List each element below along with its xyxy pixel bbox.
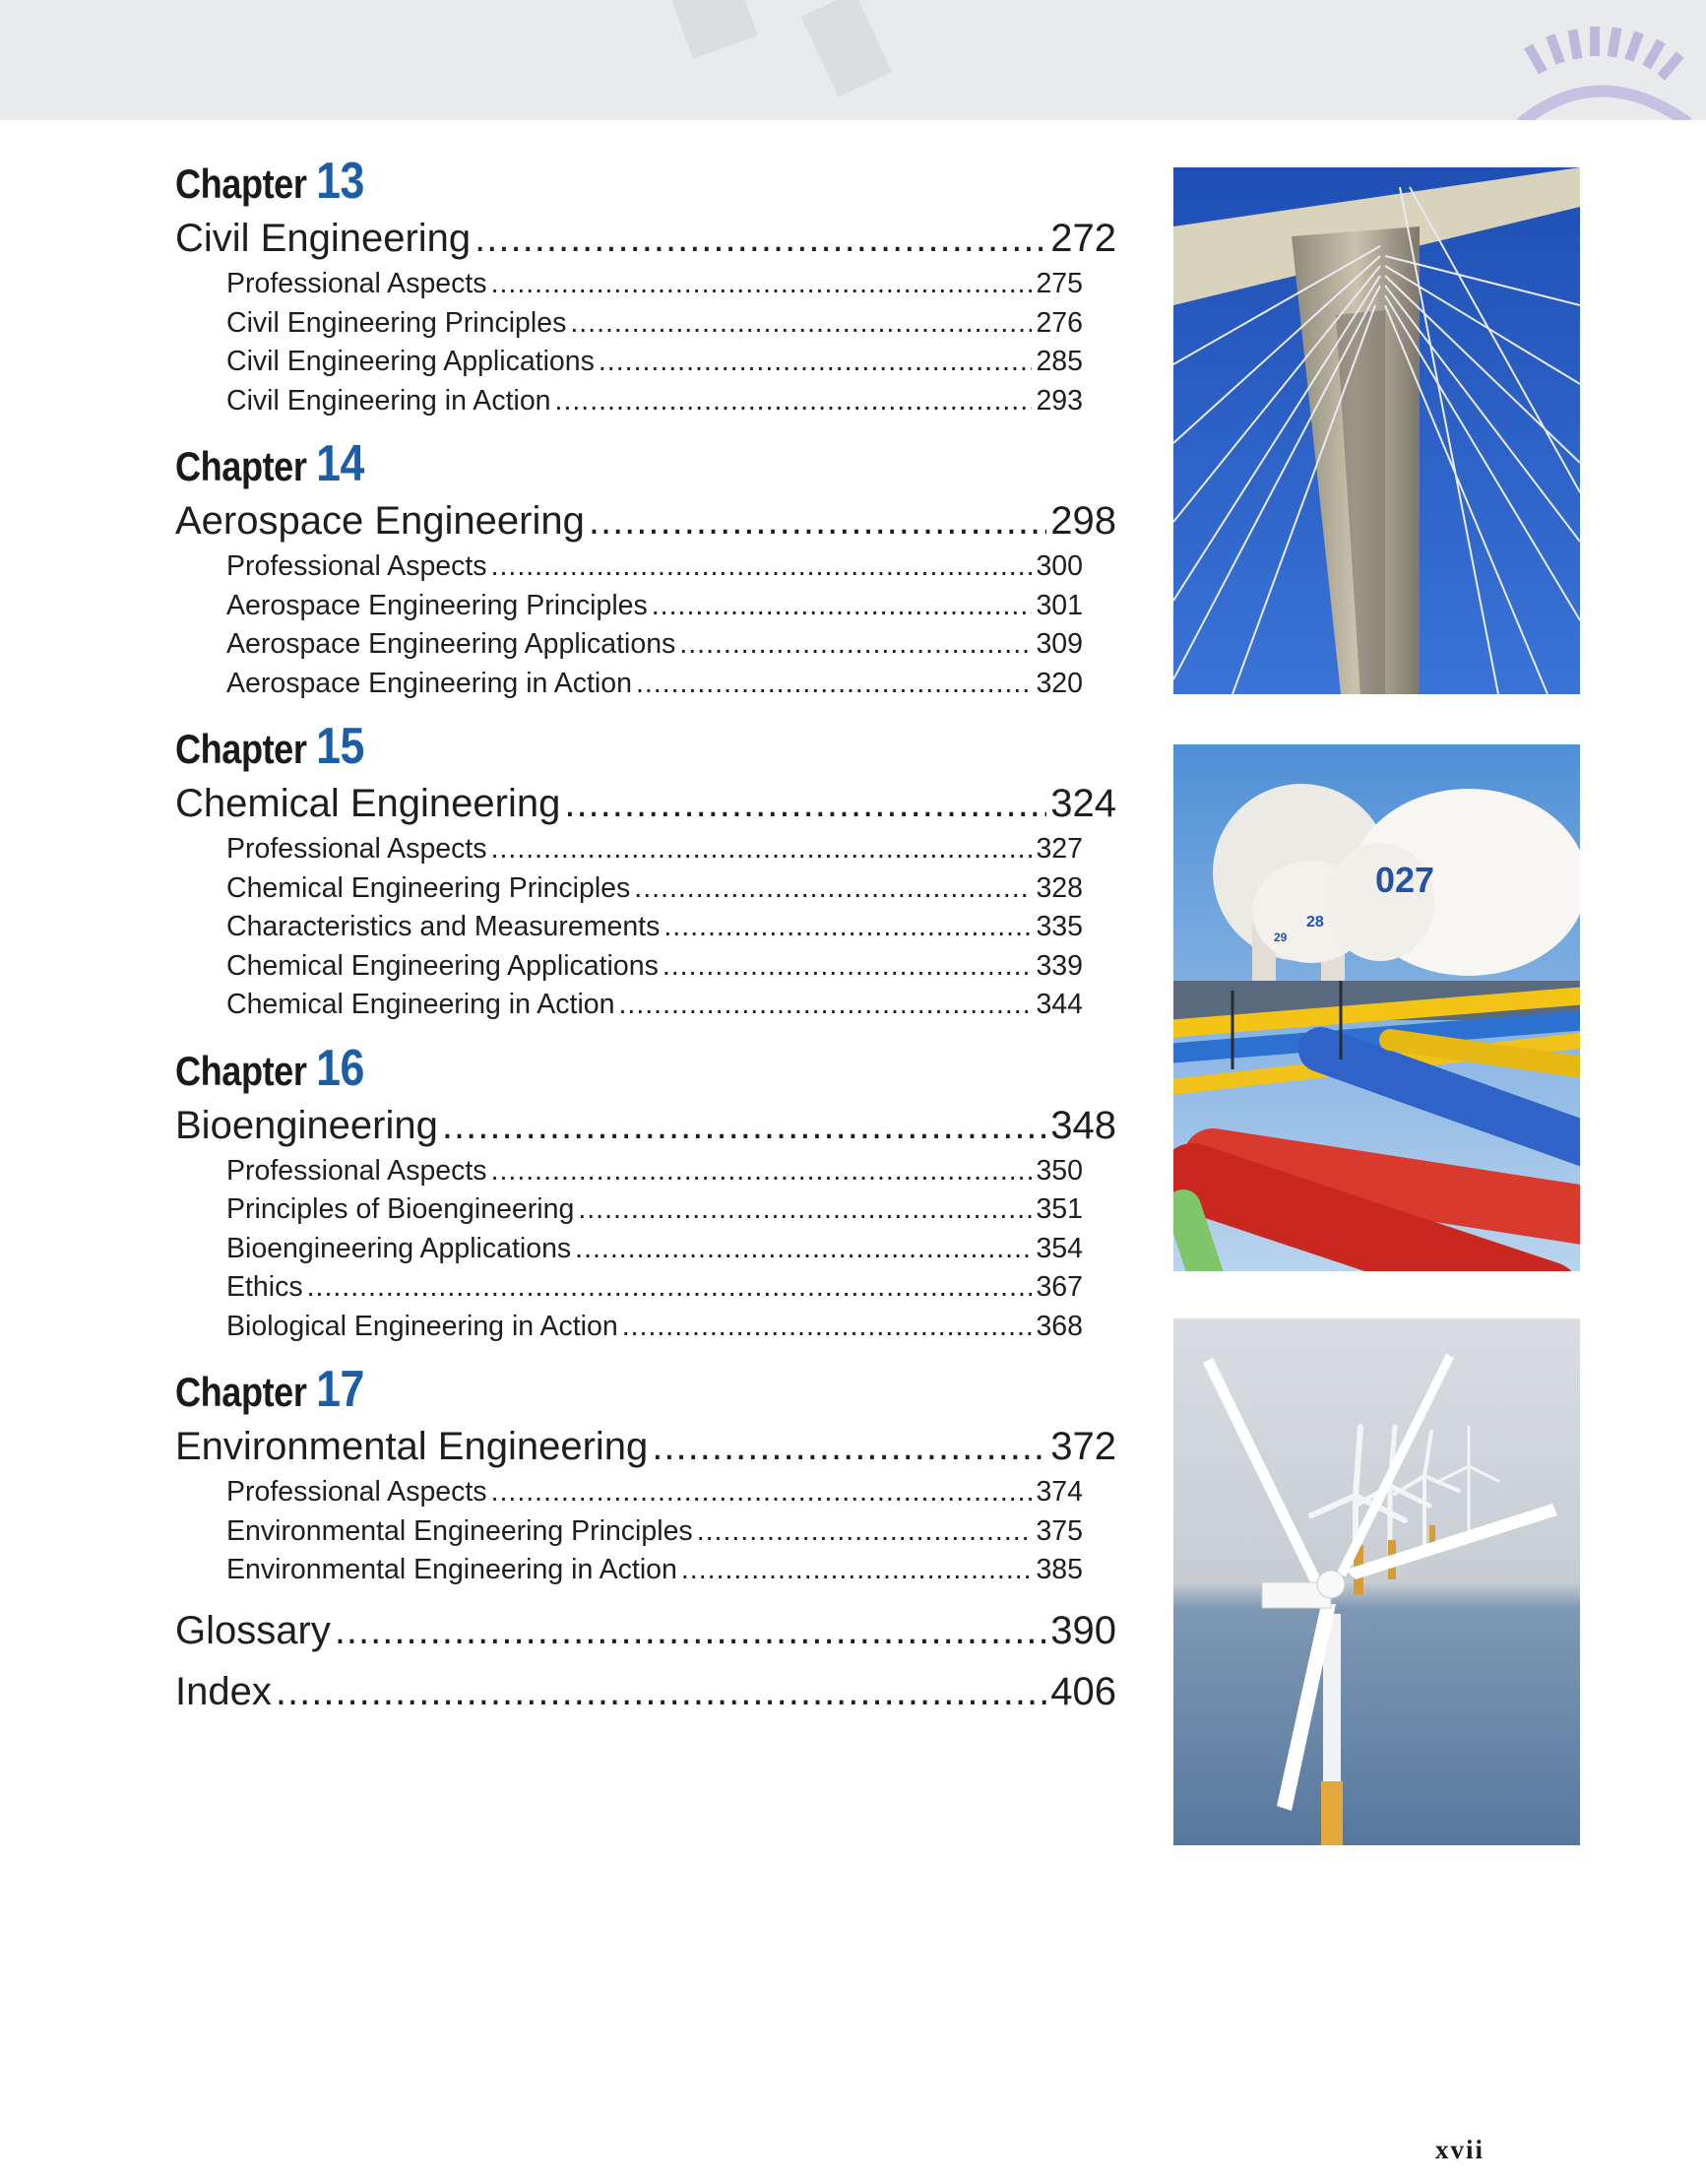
tank-label-027: 027: [1375, 860, 1435, 900]
section-entry-page: 328: [1036, 871, 1083, 904]
dot-leader: [622, 1308, 1033, 1347]
section-entry-page: 351: [1036, 1193, 1083, 1225]
section-entry[interactable]: [175, 304, 1083, 344]
section-entry-title: Professional Aspects: [226, 550, 487, 582]
section-entry[interactable]: [175, 1268, 1083, 1308]
chapter-number: 16: [316, 1039, 364, 1097]
section-entry-title: Civil Engineering Principles: [226, 306, 567, 339]
chapter-title-entry-title: Chemical Engineering: [175, 782, 561, 825]
section-entry[interactable]: [175, 382, 1083, 421]
section-entry[interactable]: [175, 1152, 1083, 1191]
section-entry-page: 276: [1036, 306, 1083, 339]
chapter-title-entry[interactable]: [175, 1420, 1116, 1473]
section-entry-title: Environmental Engineering Principles: [226, 1514, 693, 1547]
section-entry[interactable]: [175, 587, 1083, 626]
dot-leader: [307, 1268, 1033, 1308]
section-entry[interactable]: [175, 265, 1083, 304]
section-entry-title: Biological Engineering in Action: [226, 1310, 618, 1342]
chapter-heading: [175, 718, 984, 775]
chapter-label: Chapter: [175, 161, 307, 207]
back-matter-entry-title: Glossary: [175, 1608, 331, 1652]
dot-leader: [618, 986, 1032, 1025]
section-entry[interactable]: [175, 1512, 1083, 1552]
section-entry-page: 385: [1036, 1554, 1083, 1585]
chapter-label: Chapter: [175, 1047, 307, 1094]
back-matter-entry-page: 406: [1050, 1669, 1116, 1713]
section-entry-page: 374: [1036, 1476, 1083, 1508]
photo-wind-turbines: [1173, 1318, 1580, 1845]
section-entry-page: 354: [1036, 1232, 1083, 1264]
chapter-title-entry-page: 272: [1050, 217, 1116, 260]
section-entry-title: Professional Aspects: [226, 1154, 487, 1187]
section-entry[interactable]: [175, 869, 1083, 909]
chapter-number: 15: [316, 718, 364, 775]
section-entry-title: Professional Aspects: [226, 833, 487, 865]
section-entry[interactable]: [175, 547, 1083, 587]
chapter-title-entry[interactable]: [175, 494, 1116, 547]
back-matter-entry[interactable]: [175, 1665, 1116, 1718]
dot-leader: [679, 625, 1032, 665]
section-entry-page: 301: [1036, 589, 1083, 621]
section-entry-page: 285: [1036, 346, 1083, 377]
section-entry-title: Chemical Engineering in Action: [226, 989, 615, 1020]
back-matter-entry-title: Index: [175, 1669, 272, 1713]
back-matter-entry[interactable]: [175, 1604, 1116, 1657]
section-entry[interactable]: [175, 986, 1083, 1025]
chapter-label: Chapter: [175, 443, 307, 489]
chapter-number: 13: [316, 153, 364, 210]
dot-leader: [570, 304, 1032, 344]
section-entry-page: 367: [1036, 1271, 1083, 1303]
section-entry[interactable]: [175, 625, 1083, 665]
dot-leader: [474, 212, 1046, 265]
dot-leader: [491, 1473, 1033, 1512]
section-entry-title: Chemical Engineering Principles: [226, 871, 631, 904]
section-entry-page: 320: [1036, 667, 1083, 699]
section-entry-page: 293: [1036, 384, 1083, 417]
dot-leader: [697, 1512, 1033, 1552]
section-entry[interactable]: [175, 830, 1083, 869]
section-entry-page: 344: [1036, 989, 1083, 1020]
photo-cable-bridge: [1173, 167, 1580, 694]
chapter-title-entry-page: 372: [1050, 1425, 1116, 1468]
chapter-title-entry-title: Aerospace Engineering: [175, 499, 585, 543]
chapter-title-entry-page: 324: [1050, 782, 1116, 825]
dot-leader: [564, 777, 1046, 830]
chapter-title-entry-page: 348: [1050, 1103, 1116, 1147]
dot-leader: [589, 494, 1046, 547]
table-of-contents: [175, 153, 1116, 1718]
section-entry[interactable]: [175, 947, 1083, 987]
chapter-number: 14: [316, 435, 364, 492]
section-entry-title: Civil Engineering in Action: [226, 384, 551, 417]
photo-chemical-plant: [1173, 744, 1580, 1271]
section-entry-page: 368: [1036, 1310, 1083, 1342]
dot-leader: [599, 343, 1033, 382]
section-entry[interactable]: [175, 343, 1083, 382]
section-entry-page: 335: [1036, 911, 1083, 942]
section-entry-title: Professional Aspects: [226, 268, 487, 299]
chapter-title-entry-title: Environmental Engineering: [175, 1425, 649, 1468]
section-entry-page: 375: [1036, 1514, 1083, 1547]
back-matter-entry-page: 390: [1050, 1608, 1116, 1652]
chapter-title-entry-page: 298: [1050, 499, 1116, 543]
dot-leader: [335, 1604, 1046, 1657]
section-entry[interactable]: [175, 1308, 1083, 1347]
dot-leader: [575, 1230, 1032, 1269]
section-entry-title: Professional Aspects: [226, 1476, 487, 1508]
section-entry-title: Principles of Bioengineering: [226, 1193, 575, 1225]
section-entry[interactable]: [175, 1190, 1083, 1230]
chapter-title-entry[interactable]: [175, 777, 1116, 830]
dot-leader: [276, 1665, 1046, 1718]
section-entry[interactable]: [175, 1551, 1083, 1590]
dot-leader: [652, 1420, 1046, 1473]
chapter-number: 17: [316, 1361, 364, 1418]
section-entry-title: Ethics: [226, 1271, 303, 1303]
chapter-heading: [175, 1361, 984, 1418]
tank-label-29: 29: [1274, 931, 1288, 944]
section-entry-title: Aerospace Engineering in Action: [226, 667, 632, 699]
dot-leader: [491, 1152, 1033, 1191]
chapter-label: Chapter: [175, 726, 307, 772]
dot-leader: [442, 1099, 1046, 1152]
section-entry-page: 309: [1036, 628, 1083, 660]
chapter-heading: [175, 435, 984, 492]
chapter-title-entry-title: Bioengineering: [175, 1103, 438, 1147]
chapter-title-entry[interactable]: [175, 212, 1116, 265]
chapter-label: Chapter: [175, 1369, 307, 1415]
section-entry-title: Aerospace Engineering Applications: [226, 628, 676, 660]
dot-leader: [636, 665, 1032, 704]
section-entry-page: 350: [1036, 1154, 1083, 1187]
section-entry[interactable]: [175, 1230, 1083, 1269]
dot-leader: [663, 908, 1032, 947]
section-entry[interactable]: [175, 1473, 1083, 1512]
gear-decoration: [640, 0, 1706, 120]
dot-leader: [491, 830, 1033, 869]
dot-leader: [634, 869, 1032, 909]
dot-leader: [491, 265, 1033, 304]
section-entry-title: Bioengineering Applications: [226, 1232, 572, 1264]
dot-leader: [555, 382, 1033, 421]
section-entry-title: Characteristics and Measurements: [226, 911, 661, 942]
dot-leader: [652, 587, 1033, 626]
chapter-title-entry[interactable]: [175, 1099, 1116, 1152]
section-entry-title: Civil Engineering Applications: [226, 346, 595, 377]
header-band: [0, 0, 1706, 120]
section-entry-title: Chemical Engineering Applications: [226, 949, 659, 982]
page-number: xvii: [1435, 2135, 1485, 2164]
dot-leader: [681, 1551, 1033, 1590]
chapter-heading: [175, 1039, 984, 1097]
section-entry[interactable]: [175, 908, 1083, 947]
section-entry-title: Aerospace Engineering Principles: [226, 589, 648, 621]
dot-leader: [663, 947, 1033, 987]
section-entry-page: 339: [1036, 949, 1083, 982]
chapter-title-entry-title: Civil Engineering: [175, 217, 472, 260]
dot-leader: [491, 547, 1033, 587]
section-entry-page: 275: [1036, 268, 1083, 299]
tank-label-28: 28: [1306, 914, 1324, 931]
section-entry-page: 327: [1036, 833, 1083, 865]
section-entry-title: Environmental Engineering in Action: [226, 1554, 677, 1585]
section-entry[interactable]: [175, 665, 1083, 704]
section-entry-page: 300: [1036, 550, 1083, 582]
dot-leader: [578, 1190, 1032, 1230]
chapter-heading: [175, 153, 984, 210]
